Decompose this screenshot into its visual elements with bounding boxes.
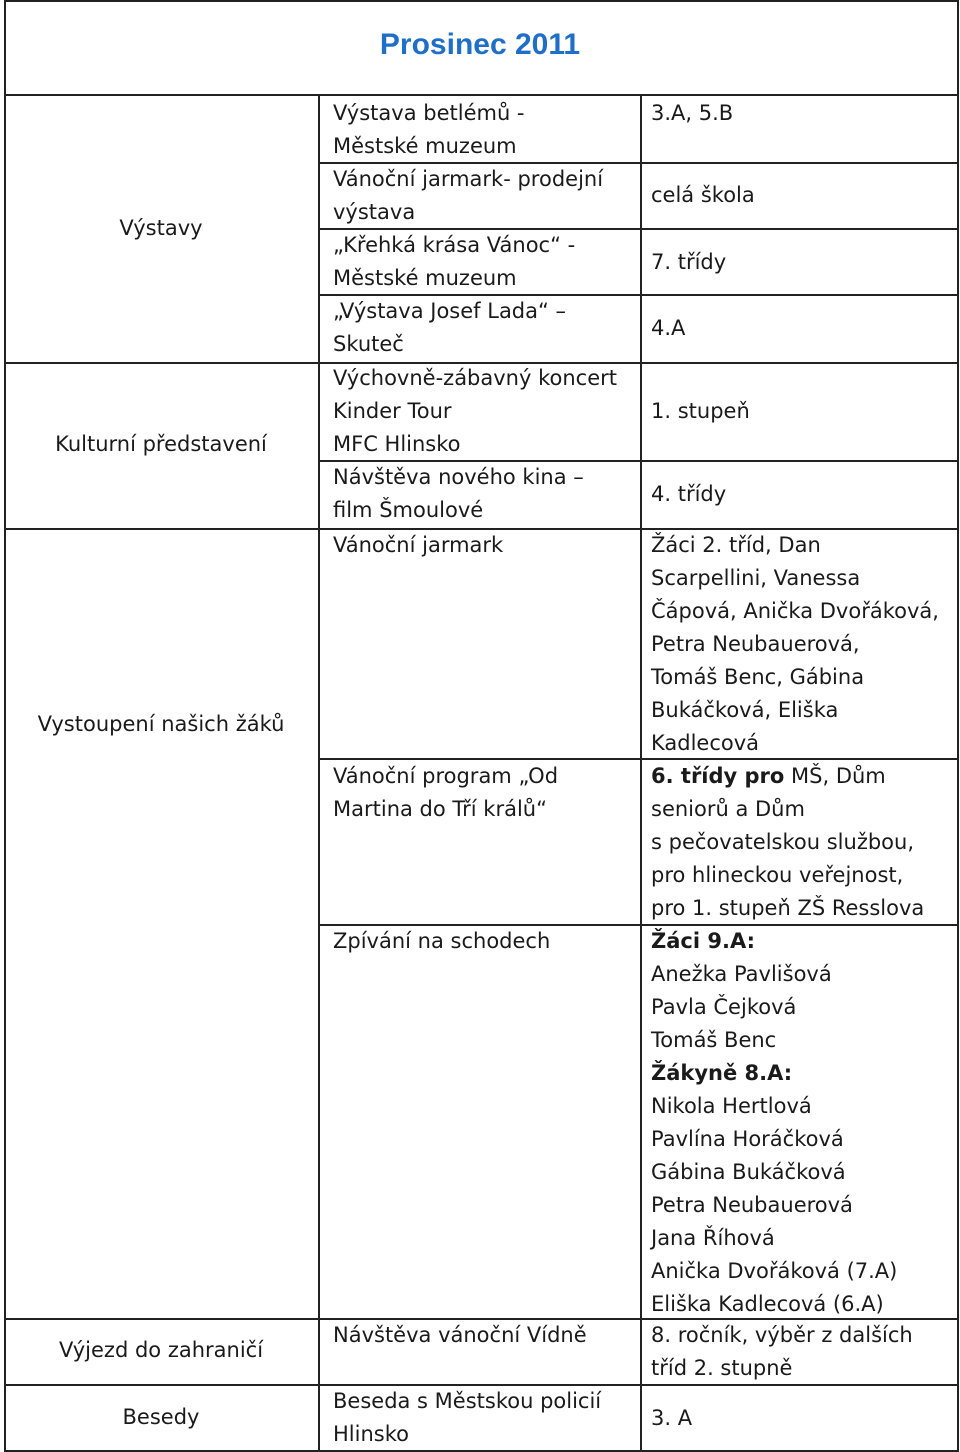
event-cell: Beseda s Městskou policií Hlinsko: [333, 1389, 602, 1446]
participants-cell: 1. stupeň: [651, 399, 750, 423]
page-title: Prosinec 2011: [379, 28, 581, 61]
table-border: [4, 94, 958, 96]
event-cell: Zpívání na schodech: [333, 929, 551, 953]
participants-cell: 3.A, 5.B: [651, 101, 734, 125]
participants-cell: 6. třídy pro MŠ, Dům seniorů a Dům s pečovatelskou službou, pro hlineckou veřejnost, pro 1. stupeň ZŠ Resslova: [651, 764, 925, 920]
event-cell: Návštěva nového kina – film Šmoulové: [333, 465, 584, 522]
participants-cell: 4.A: [651, 316, 686, 340]
event-cell: „Křehká krása Vánoc“ - Městské muzeum: [333, 233, 576, 290]
column-divider: [318, 94, 320, 1452]
category-vyjezd: Výjezd do zahraničí: [58, 1338, 264, 1362]
category-vystavy: Výstavy: [119, 216, 203, 240]
event-cell: Výchovně-zábavný koncert Kinder Tour MFC Hlinsko: [333, 366, 618, 456]
category-kulturni: Kulturní představení: [55, 432, 267, 456]
participants-cell: celá škola: [651, 183, 755, 207]
participants-cell: Žáci 9.A: Anežka Pavlišová Pavla Čejková Tomáš Benc Žákyně 8.A: Nikola Hertlová Pavlína Horáčková Gábina Bukáčková Petra Neubauerová Jana Říhová Anička Dvořáková (7.A) Eliška Kadlecová (6.A): [651, 929, 898, 1316]
participants-cell: 8. ročník, výběr z dalších tříd 2. stupně: [651, 1323, 913, 1380]
participants-cell: Žáci 2. tříd, Dan Scarpellini, Vanessa Čápová, Anička Dvořáková, Petra Neubauerová, Tomáš Benc, Gábina Bukáčková, Eliška Kadlecová: [651, 533, 939, 755]
event-cell: Vánoční jarmark: [333, 533, 504, 557]
event-cell: Vánoční jarmark- prodejní výstava: [333, 167, 604, 224]
column-divider: [640, 94, 642, 1452]
table-border-right: [957, 0, 959, 1452]
category-vystoupeni: Vystoupení našich žáků: [37, 712, 285, 736]
event-cell: Návštěva vánoční Vídně: [333, 1323, 587, 1347]
event-cell: „Výstava Josef Lada“ – Skuteč: [333, 299, 567, 356]
table-border-top: [4, 0, 958, 2]
category-besedy: Besedy: [122, 1405, 200, 1429]
participants-cell: 3. A: [651, 1406, 693, 1430]
participants-cell: 4. třídy: [651, 482, 727, 506]
event-cell: Výstava betlémů - Městské muzeum: [333, 101, 525, 158]
participants-cell: 7. třídy: [651, 250, 727, 274]
event-cell: Vánoční program „Od Martina do Tří králů“: [333, 764, 559, 821]
